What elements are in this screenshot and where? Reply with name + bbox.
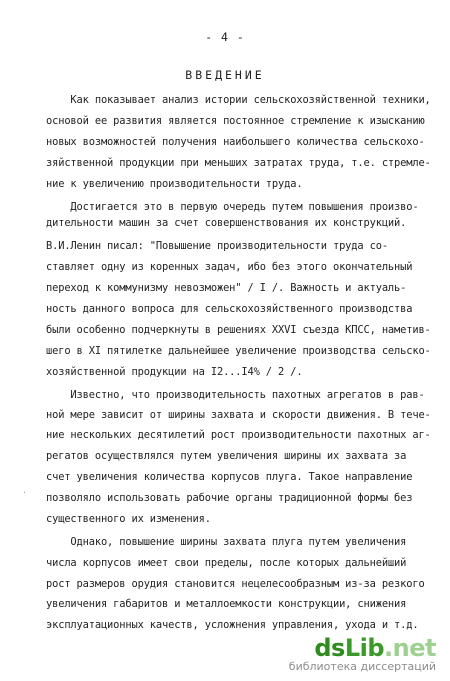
text-line: зяйственной продукции при меньших затратах труда, т.е. стремле- — [46, 157, 431, 169]
logo-part: .net — [384, 634, 436, 662]
dslib-watermark — [289, 636, 436, 673]
margin-mark: · — [22, 488, 27, 497]
text-line: дительности машин за счет совершенствования их конструкций. — [46, 217, 407, 229]
text-line: Достигается это в первую очередь путем повышения произво- — [46, 201, 419, 213]
page-number: - 4 - — [205, 30, 245, 44]
text-line: Однако, повышение ширины захвата плуга путем увеличения — [46, 536, 407, 548]
text-line: ной мере зависит от ширины захвата и скорости движения. В тече- — [46, 409, 431, 421]
dslib-logo — [289, 636, 436, 660]
logo-part: Lib — [344, 634, 385, 662]
text-line: новых возможностей получения наибольшего количества сельскохо- — [46, 136, 425, 148]
text-line: счет увеличения количества корпусов плуга. Такое направление — [46, 471, 413, 483]
text-line: регатов осуществлялся путем увеличения ширины их захвата за — [46, 450, 407, 462]
text-line: шего в XI пятилетке дальнейшее увеличение производства сельско- — [46, 345, 431, 357]
text-line: рост размеров орудия становится нецелесообразным из-за резкого — [46, 578, 425, 590]
text-line: существенного их изменения. — [46, 513, 211, 525]
text-line: переход к коммунизму невозможен" / I /. Важность и актуаль- — [46, 282, 407, 294]
watermark-subtitle: библиотека диссертаций — [288, 660, 436, 673]
text-line: хозяйственной продукции на I2...I4% / 2 /. — [46, 366, 303, 378]
text-line: были особенно подчеркнуты в решениях XXVI съезда КПСС, наметив- — [46, 324, 431, 336]
section-heading: ВВЕДЕНИЕ — [185, 68, 265, 82]
text-line: ние к увеличению производительности труда. — [46, 178, 303, 190]
text-line: ние нескольких десятилетий рост производительности пахотных аг- — [46, 429, 431, 441]
text-line: числа корпусов имеет свои пределы, после которых дальнейший — [46, 557, 407, 569]
text-line: позволяло использовать рабочие органы традиционной формы без — [46, 492, 413, 504]
text-line: основой ее развития является постоянное стремление к изысканию — [46, 115, 425, 127]
text-line: Известно, что производительность пахотных агрегатов в рав- — [46, 389, 425, 401]
text-line: увеличения габаритов и металлоемкости конструкции, снижения — [46, 598, 407, 610]
text-line: В.И.Ленин писал: "Повышение производительности труда со- — [46, 240, 388, 252]
text-line: эксплуатационных качеств, усложнения управления, ухода и т.д. — [46, 619, 419, 631]
text-line: ставляет одну из коренных задач, ибо без этого окончательный — [46, 261, 413, 273]
text-line: Как показывает анализ истории сельскохозяйственной техники, — [46, 94, 431, 106]
text-line: ность данного вопроса для сельскохозяйственного производства — [46, 303, 413, 315]
logo-part: ds — [314, 634, 345, 662]
